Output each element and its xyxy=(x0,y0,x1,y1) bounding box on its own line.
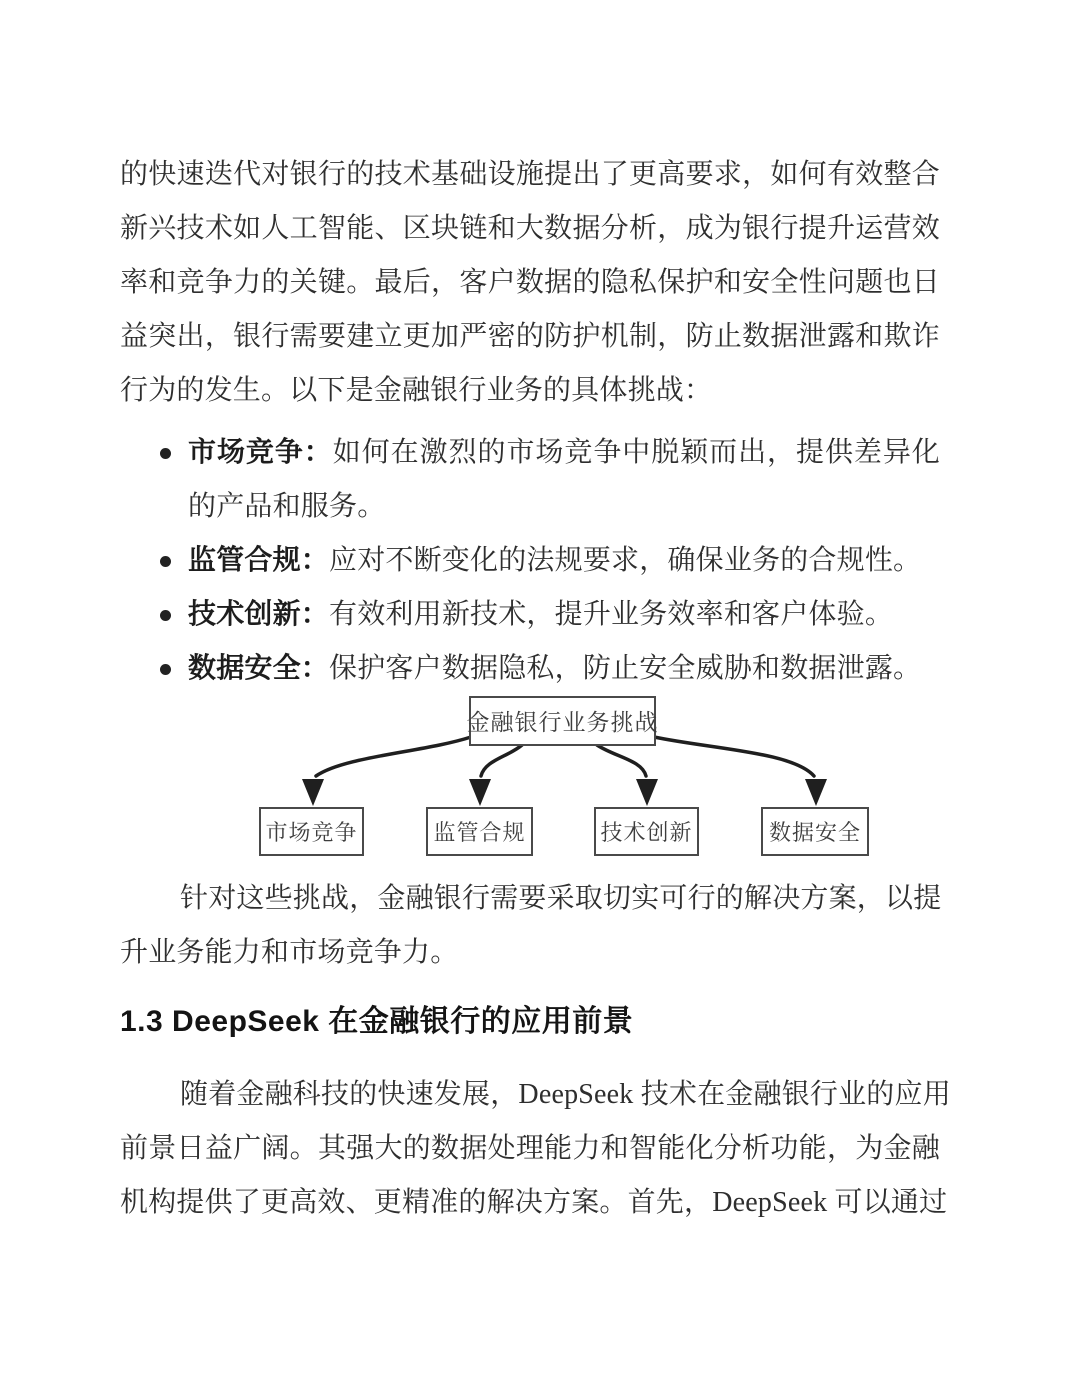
bullet-item-3 xyxy=(120,588,940,642)
paragraph-solutions-line-2: 升业务能力和市场竞争力。 xyxy=(120,937,459,968)
diagram-child-2-label: 监管合规 xyxy=(433,820,526,845)
bullet-dot-icon xyxy=(160,610,171,621)
bullet-line-1: 数据安全：保护客户数据隐私，防止安全威胁和数据泄露。 xyxy=(188,653,922,684)
bullet-item-4 xyxy=(120,642,940,696)
bullet-term: 监管合规： xyxy=(188,545,330,576)
paragraph-application-outlook xyxy=(120,1068,951,1230)
paragraph-solutions-line-1: 针对这些挑战，金融银行需要采取切实可行的解决方案，以提 xyxy=(180,883,942,914)
bullet-dot-icon xyxy=(160,556,171,567)
bullet-dot-icon xyxy=(160,664,171,675)
challenges-flow-diagram xyxy=(0,690,1080,865)
bullet-item-2 xyxy=(120,534,940,588)
diagram-child-3-label: 技术创新 xyxy=(600,820,693,845)
paragraph-intro-line-5: 行为的发生。以下是金融银行业务的具体挑战： xyxy=(120,375,713,406)
arrowhead-icon xyxy=(805,779,827,806)
paragraph-outlook-line-2: 前景日益广阔。其强大的数据处理能力和智能化分析功能，为金融 xyxy=(120,1133,940,1164)
arrow-curve-2 xyxy=(481,745,522,776)
arrow-curve-4 xyxy=(654,737,814,776)
paragraph-intro-line-1: 的快速迭代对银行的技术基础设施提出了更高要求，如何有效整合 xyxy=(120,159,940,190)
paragraph-outlook-line-1: 随着金融科技的快速发展，DeepSeek 技术在金融银行业的应用 xyxy=(180,1079,951,1110)
arrowhead-icon xyxy=(469,779,491,806)
arrowhead-icon xyxy=(636,779,658,806)
bullet-line-1: 市场竞争：如何在激烈的市场竞争中脱颖而出，提供差异化 xyxy=(188,437,940,468)
paragraph-intro-line-4: 益突出，银行需要建立更加严密的防护机制，防止数据泄露和欺诈 xyxy=(120,321,940,352)
arrow-curve-1 xyxy=(316,737,471,776)
bullet-line-2: 的产品和服务。 xyxy=(188,491,386,522)
paragraph-solutions xyxy=(120,872,940,980)
paragraph-intro-challenges xyxy=(120,148,940,418)
diagram-child-1-label: 市场竞争 xyxy=(265,820,358,845)
paragraph-outlook-line-3: 机构提供了更高效、更精准的解决方案。首先，DeepSeek 可以通过 xyxy=(120,1187,948,1218)
diagram-root-label: 金融银行业务挑战 xyxy=(466,709,659,735)
arrowhead-icon xyxy=(302,779,324,806)
bullet-term: 数据安全： xyxy=(188,653,330,684)
diagram-child-4-label: 数据安全 xyxy=(768,820,862,845)
arrow-curve-3 xyxy=(597,745,646,776)
bullet-term: 市场竞争： xyxy=(188,437,333,468)
paragraph-intro-line-2: 新兴技术如人工智能、区块链和大数据分析，成为银行提升运营效 xyxy=(120,213,940,244)
bullet-term: 技术创新： xyxy=(188,599,330,630)
section-heading: 1.3 DeepSeek 在金融银行的应用前景 xyxy=(120,1005,634,1038)
bullet-item-1 xyxy=(120,426,940,534)
bullet-line-1: 技术创新：有效利用新技术，提升业务效率和客户体验。 xyxy=(188,599,894,630)
challenge-bullet-list xyxy=(120,426,940,696)
paragraph-intro-line-3: 率和竞争力的关键。最后，客户数据的隐私保护和安全性问题也日 xyxy=(120,267,940,298)
bullet-dot-icon xyxy=(160,448,171,459)
bullet-line-1: 监管合规：应对不断变化的法规要求，确保业务的合规性。 xyxy=(188,545,922,576)
